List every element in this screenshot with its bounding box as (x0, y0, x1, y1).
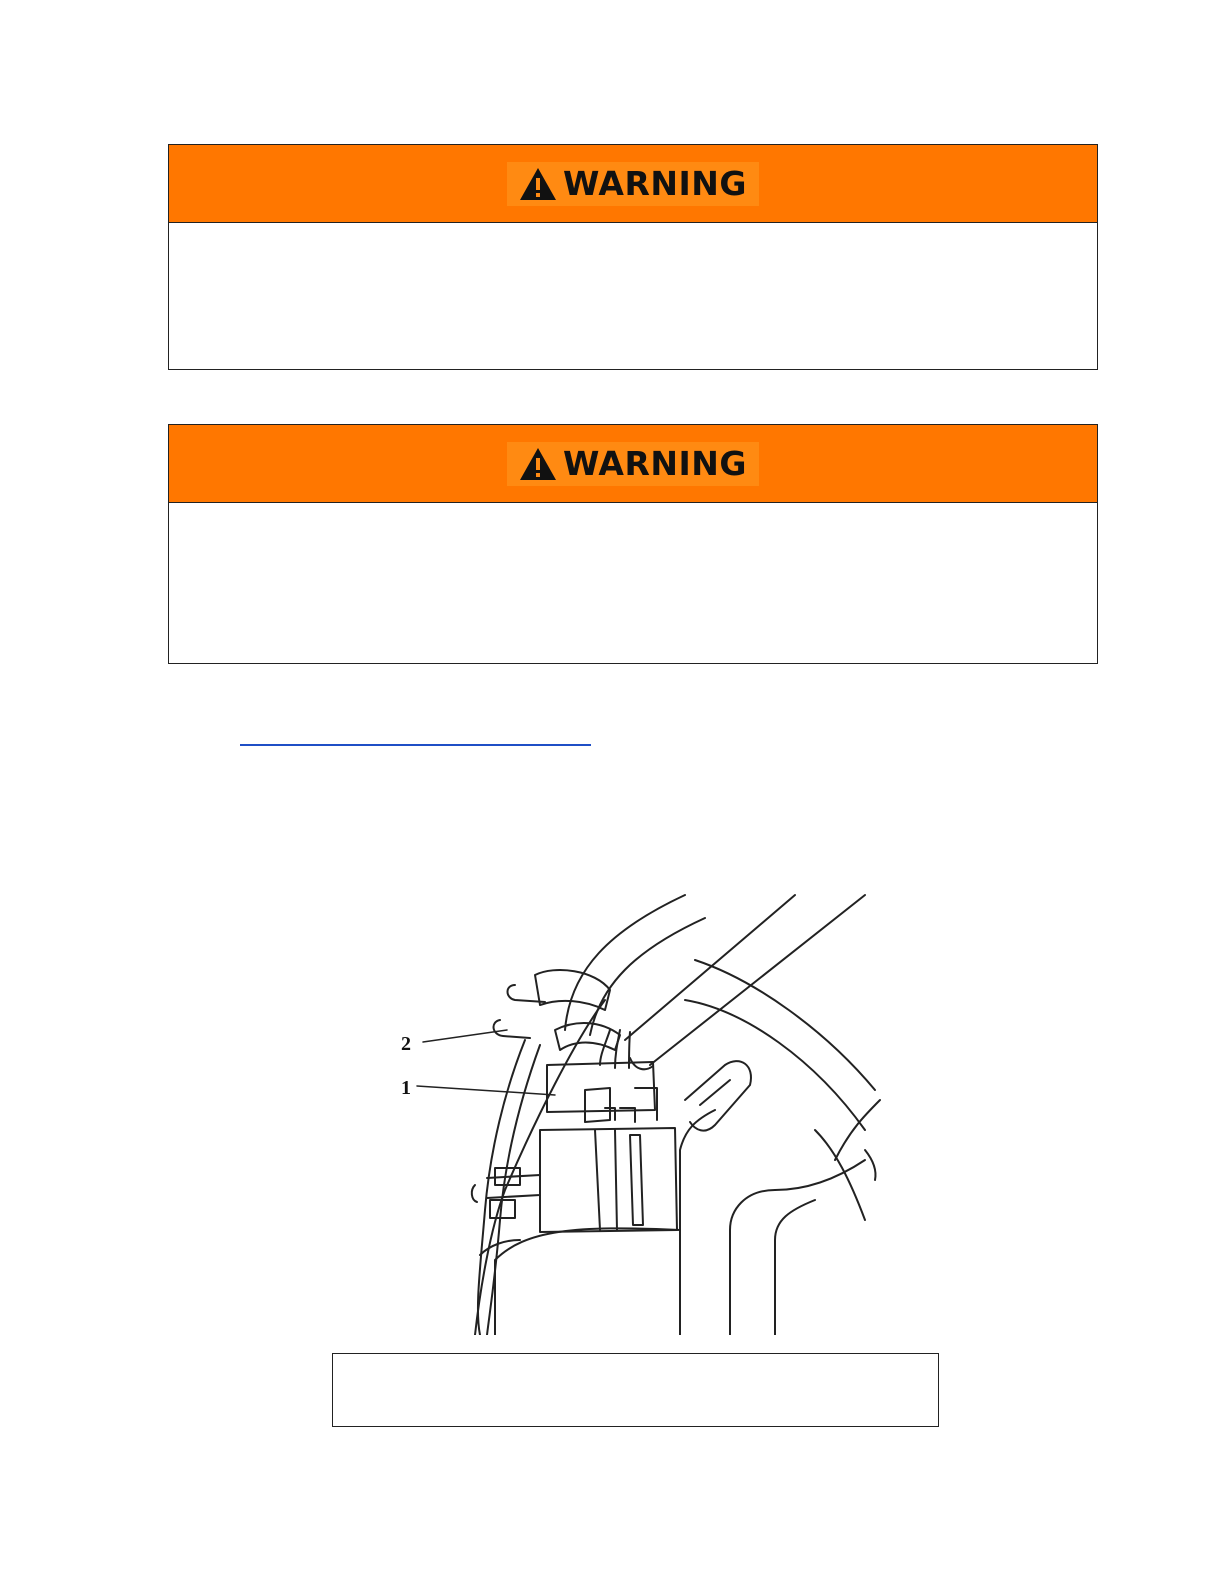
warning-header-2 (169, 425, 1097, 503)
warning-box-1 (168, 144, 1098, 370)
warning-triangle-icon (519, 167, 557, 201)
warning-header-1 (169, 145, 1097, 223)
callout-2: 2 (401, 1033, 411, 1055)
warning-title-1: WARNING (563, 164, 747, 203)
warning-label-1 (507, 162, 759, 206)
callout-1: 1 (401, 1077, 411, 1099)
warning-label-2 (507, 442, 759, 486)
warning-box-2 (168, 424, 1098, 664)
connector-illustration (395, 890, 885, 1335)
warning-triangle-icon (519, 447, 557, 481)
figure-caption-box (332, 1353, 939, 1427)
hyperlink-underline[interactable] (240, 744, 591, 746)
warning-title-2: WARNING (563, 444, 747, 483)
